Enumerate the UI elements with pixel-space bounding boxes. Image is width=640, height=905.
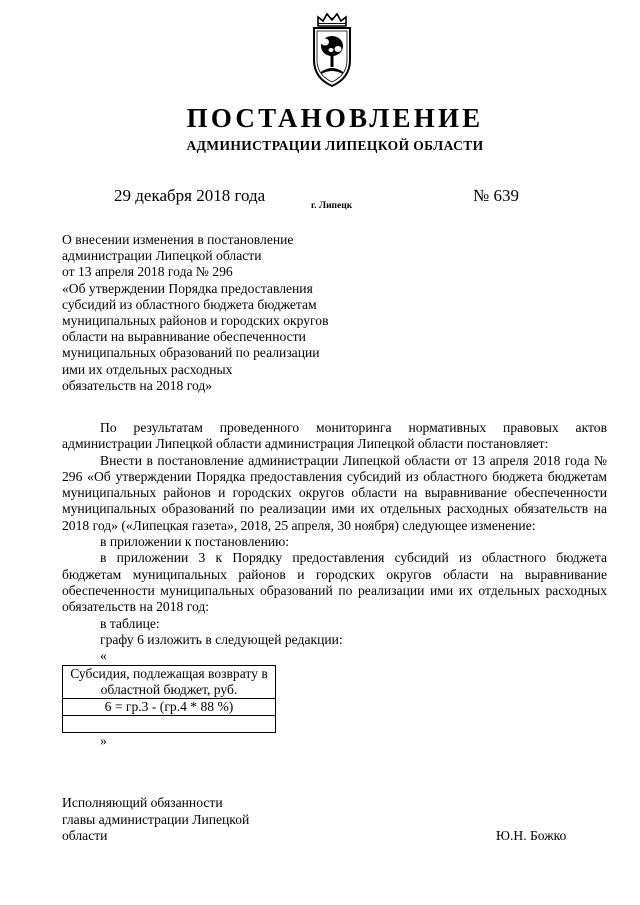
document-subject xyxy=(62,232,362,394)
table-formula-cell: 6 = гр.3 - (гр.4 * 88 %) xyxy=(63,699,276,716)
subsidy-table xyxy=(62,665,276,733)
subject-line: муниципальных районов и городских округов xyxy=(62,313,329,329)
document-body xyxy=(62,420,607,750)
subject-line: О внесении изменения в постановление xyxy=(62,232,294,247)
subject-line: «Об утверждении Порядка предоставления xyxy=(62,280,313,296)
subject-line: администрации Липецкой области xyxy=(62,248,262,264)
appendix-reference: в приложении к постановлению: xyxy=(100,534,290,550)
subject-line: ими их отдельных расходных xyxy=(62,361,233,377)
opening-quote: « xyxy=(100,648,107,664)
signatory-position-line: Исполняющий обязанности xyxy=(62,795,223,810)
document-title: ПОСТАНОВЛЕНИЕ xyxy=(186,103,484,133)
table-header-cell: Субсидия, подлежащая возврату в областной бюджет, руб. xyxy=(63,666,276,699)
column-instruction: графу 6 изложить в следующей редакции: xyxy=(100,631,343,647)
document-city: г. Липецк xyxy=(311,201,353,211)
table-empty-cell xyxy=(63,716,276,733)
coat-of-arms-icon xyxy=(309,12,355,88)
signatory-position-line: области xyxy=(62,828,108,843)
subject-line: обязательств на 2018 год» xyxy=(62,377,213,393)
amendment-paragraph: Внести в постановление администрации Липецкой области от 13 апреля 2018 года № 296 «Об утверждении Порядка предоставления субсидий из областного бюджета бюджетам муниципальных районов и городских округов области на выравнивание обеспеченности муниципальных образований по реализации ими их отдельных расходных обязательств на 2018 год» («Липецкая газета», 2018, 25 апреля, 30 ноября) следующее изменение: xyxy=(62,452,607,533)
table-reference: в таблице: xyxy=(100,615,160,631)
subject-line: субсидий из областного бюджета бюджетам xyxy=(62,296,317,312)
signatory-position-line: главы администрации Липецкой xyxy=(62,811,250,827)
document-date: 29 декабря 2018 года xyxy=(114,186,266,205)
closing-quote: » xyxy=(100,733,107,749)
document-number: № 639 xyxy=(473,186,519,205)
issuing-authority: АДМИНИСТРАЦИИ ЛИПЕЦКОЙ ОБЛАСТИ xyxy=(186,138,484,153)
subject-line: от 13 апреля 2018 года № 296 xyxy=(62,264,233,280)
signatory-name: Ю.Н. Божко xyxy=(496,828,567,843)
subject-line: области на выравнивание обеспеченности xyxy=(62,329,306,345)
preamble-paragraph: По результатам проведенного мониторинга нормативных правовых актов администрации Липецкой области администрация Липецкой области постановляет: xyxy=(62,420,607,452)
appendix-3-paragraph: в приложении 3 к Порядку предоставления субсидий из областного бюджета бюджетам муниципальных районов и городских округов области на выравнивание обеспеченности муниципальных образований по реализации ими их отдельных расходных обязательств на 2018 год: xyxy=(62,550,607,615)
subject-line: муниципальных образований по реализации xyxy=(62,345,320,361)
